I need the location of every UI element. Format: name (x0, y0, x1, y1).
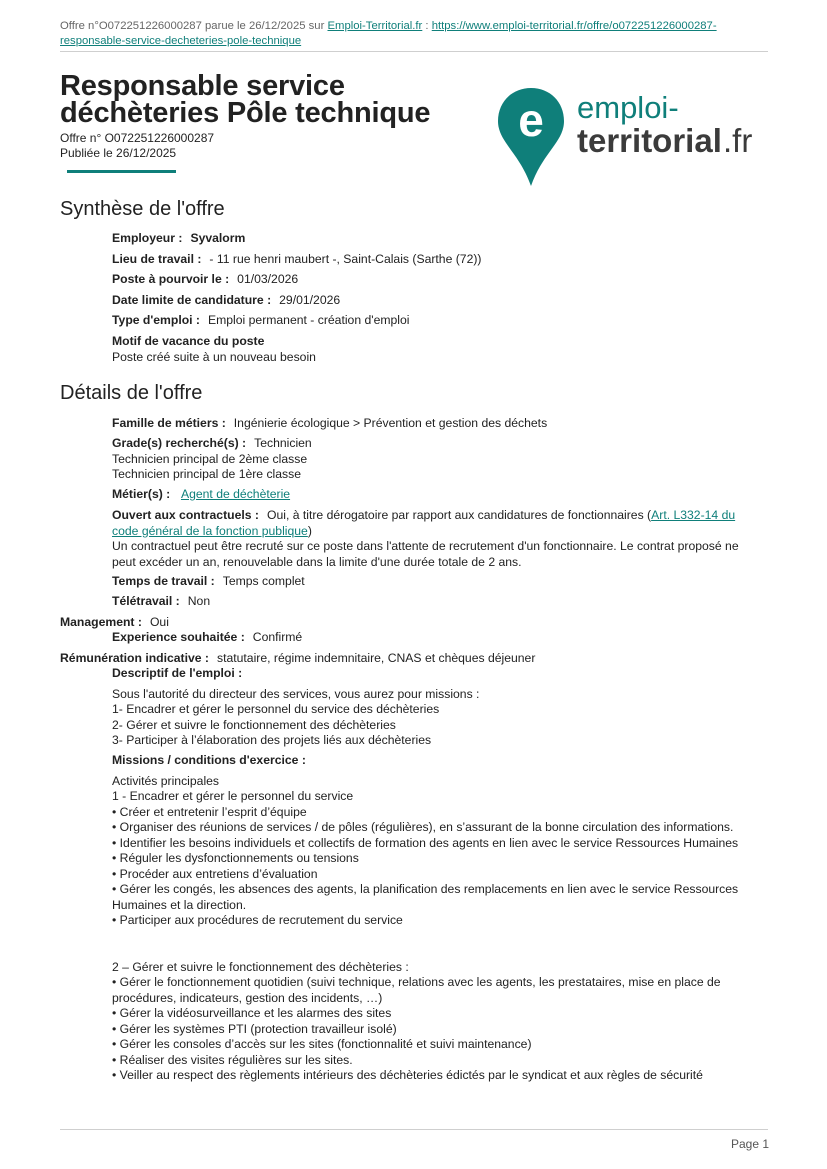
missions-line: • Réguler les dysfonctionnements ou tensions (112, 851, 359, 865)
missions-line: • Gérer les consoles d’accès sur les sites (fonctionnalité et suivi maintenance) (112, 1037, 532, 1051)
page-number: Page 1 (731, 1137, 770, 1151)
svg-text:emploi-: emploi- (577, 90, 679, 125)
field-employeur (112, 231, 760, 247)
header-prefix: Offre n°O072251226000287 parue le 26/12/2025 sur (60, 20, 328, 32)
closing-paren: ) (307, 523, 312, 538)
footer-divider (60, 1129, 768, 1130)
field-value: Confirmé (252, 630, 303, 644)
field-temps (112, 574, 760, 590)
missions-line: Activités principales (112, 773, 220, 788)
field-type-emploi (112, 313, 760, 329)
descriptif-line: 2- Gérer et suivre le fonctionnement des déchèteries (112, 717, 396, 732)
field-label: Grade(s) recherché(s) : (112, 436, 247, 450)
svg-text:.fr: .fr (723, 122, 753, 159)
field-label: Temps de travail : (112, 574, 215, 588)
field-value: Emploi permanent - création d'emploi (208, 313, 410, 327)
field-label: Rémunération indicative : (60, 651, 209, 665)
field-label: Motif de vacance du poste (112, 334, 265, 348)
field-management (60, 615, 708, 631)
missions-line: • Organiser des réunions de services / de pôles (régulières), en s’assurant de la bonne circulation des informations. (112, 820, 734, 834)
field-value: - 11 rue henri maubert -, Saint-Calais (Sarthe (72)) (209, 252, 482, 266)
missions-line: 2 – Gérer et suivre le fonctionnement des déchèteries : (112, 959, 409, 974)
field-label: Experience souhaitée : (112, 630, 245, 644)
contractuels-note: Un contractuel peut être recruté sur ce poste dans l'attente de recrutement d'un fonctionnaire. Le contrat proposé ne peut excéder un an, renouvelable dans la limite d'une durée totale de 2 ans. (112, 539, 739, 569)
grade-item: Technicien principal de 1ère classe (112, 467, 302, 481)
field-label: Employeur : (112, 231, 183, 245)
field-label: Descriptif de l'emploi : (112, 666, 243, 680)
field-descriptif (112, 666, 760, 749)
field-label: Famille de métiers : (112, 416, 226, 430)
field-label: Télétravail : (112, 594, 180, 608)
emploi-territorial-logo (497, 86, 767, 190)
grade-item: Technicien principal de 2ème classe (112, 451, 308, 466)
missions-line: 1 - Encadrer et gérer le personnel du service (112, 789, 354, 803)
missions-line: • Gérer les congés, les absences des agents, la planification des remplacements en lien avec le service Ressources Humaines et la direction. (112, 882, 739, 912)
published-date: Publiée le 26/12/2025 (60, 146, 177, 160)
title-accent-bar (67, 170, 176, 173)
field-experience (112, 630, 760, 646)
field-value: Poste créé suite à un nouveau besoin (112, 349, 316, 364)
descriptif-line: 1- Encadrer et gérer le personnel du service des déchèteries (112, 702, 440, 716)
missions-line: • Identifier les besoins individuels et collectifs de formation des agents en lien avec le service Ressources Humaines (112, 835, 739, 850)
offer-number: Offre n° O072251226000287 (60, 131, 215, 145)
field-value: Temps complet (222, 574, 305, 588)
field-value: Non (187, 594, 211, 608)
field-value: Syvalorm (190, 231, 246, 245)
field-value: Ingénierie écologique > Prévention et gestion des déchets (233, 416, 548, 430)
missions-line: • Procéder aux entretiens d’évaluation (112, 866, 318, 881)
field-lieu (112, 252, 760, 268)
field-label: Ouvert aux contractuels : (112, 508, 259, 522)
field-label: Métier(s) : (112, 487, 171, 501)
missions-line: • Gérer les systèmes PTI (protection travailleur isolé) (112, 1021, 397, 1036)
svg-text:territorial: territorial (577, 122, 722, 159)
field-missions (112, 753, 760, 1084)
descriptif-line: Sous l'autorité du directeur des services, vous aurez pour missions : (112, 686, 480, 701)
field-label: Lieu de travail : (112, 252, 202, 266)
metier-link[interactable]: Agent de déchèterie (180, 487, 291, 501)
code-fonction-publique-link[interactable]: Art. L332-14 du code général de la fonction publique (112, 508, 736, 538)
header-divider (60, 51, 768, 52)
section-heading-details: Détails de l'offre (60, 382, 203, 404)
field-label: Type d'emploi : (112, 313, 200, 327)
grade-item: Technicien (254, 436, 312, 450)
offer-url-link[interactable]: https://www.emploi-territorial.fr/offre/o072251226000287-responsable-service-decheteries-pole-technique (60, 20, 717, 47)
logo-pin-icon (497, 86, 767, 190)
header-separator: : (422, 20, 432, 32)
missions-line: • Gérer le fonctionnement quotidien (suivi technique, relations avec les agents, les prestataires, mise en place de procédures, indicateurs, gestion des incidents, …) (112, 975, 721, 1005)
field-teletravail (112, 594, 760, 610)
descriptif-line: 3- Participer à l’élaboration des projets liés aux déchèteries (112, 733, 432, 747)
missions-line: • Créer et entretenir l’esprit d’équipe (112, 804, 307, 819)
missions-line: • Gérer la vidéosurveillance et les alarmes des sites (112, 1006, 392, 1020)
field-value: Oui, à titre dérogatoire par rapport aux candidatures de fonctionnaires ( (266, 508, 652, 522)
field-remuneration (60, 651, 708, 667)
field-famille (112, 416, 760, 432)
field-label: Poste à pourvoir le : (112, 272, 230, 286)
header-note (60, 19, 760, 49)
field-contractuels (112, 508, 760, 570)
field-label: Date limite de candidature : (112, 293, 272, 307)
field-metier (112, 487, 760, 503)
field-value: statutaire, régime indemnitaire, CNAS et chèques déjeuner (217, 651, 536, 665)
site-link[interactable]: Emploi-Territorial.fr (327, 20, 423, 32)
field-label: Management : (60, 615, 142, 629)
field-grade (112, 436, 760, 483)
field-motif (112, 334, 760, 365)
section-heading-synthese: Synthèse de l'offre (60, 198, 225, 220)
svg-text:e: e (518, 94, 544, 146)
page-title: Responsable service déchèteries Pôle technique (60, 70, 431, 129)
field-poste (112, 272, 760, 288)
field-date-limite (112, 293, 760, 309)
field-value: 29/01/2026 (279, 293, 341, 307)
missions-line: • Réaliser des visites régulières sur les sites. (112, 1052, 353, 1067)
missions-line: • Veiller au respect des règlements intérieurs des déchèteries édictés par le syndicat et aux règles de sécurité (112, 1068, 703, 1082)
field-value: 01/03/2026 (237, 272, 299, 286)
missions-line: • Participer aux procédures de recrutement du service (112, 913, 403, 927)
field-value: Oui (149, 615, 169, 629)
field-label: Missions / conditions d'exercice : (112, 753, 306, 767)
